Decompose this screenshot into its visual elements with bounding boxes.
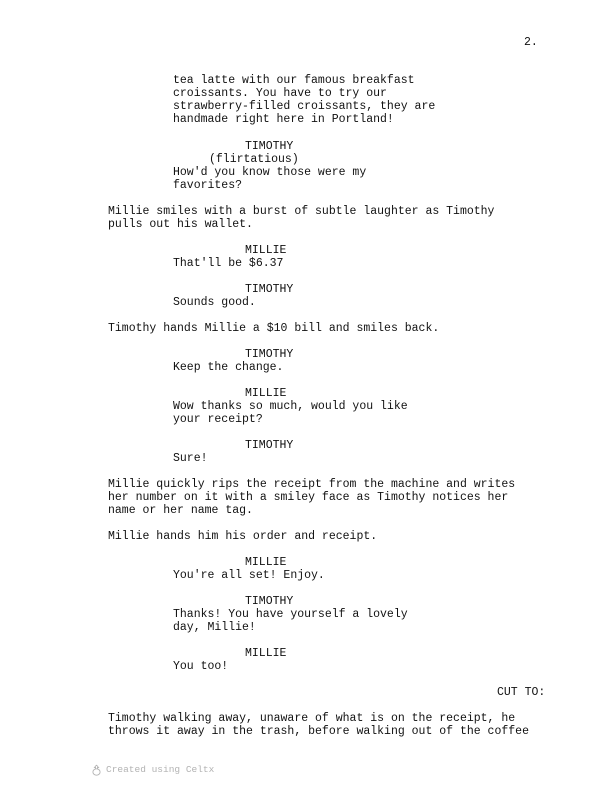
dialogue-block: How'd you know those were my favorites? — [173, 166, 367, 192]
character-name: TIMOTHY — [245, 439, 294, 452]
action-block: Timothy walking away, unaware of what is on the receipt, he throws it away in the trash, before walking out of the coffee — [108, 712, 529, 738]
transition: CUT TO: — [497, 686, 546, 699]
character-name: TIMOTHY — [245, 283, 294, 296]
dialogue-block: You're all set! Enjoy. — [173, 569, 325, 582]
character-name: MILLIE — [245, 387, 287, 400]
action-block: Millie smiles with a burst of subtle laughter as Timothy pulls out his wallet. — [108, 205, 495, 231]
parenthetical: (flirtatious) — [209, 153, 299, 166]
character-name: TIMOTHY — [245, 348, 294, 361]
footer-text: Created using Celtx — [106, 764, 215, 775]
dialogue-block: That'll be $6.37 — [173, 257, 284, 270]
dialogue-block: tea latte with our famous breakfast croissants. You have to try our strawberry-filled croissants, they are handmade right here in Portland! — [173, 74, 436, 126]
character-name: TIMOTHY — [245, 595, 294, 608]
dialogue-block: Wow thanks so much, would you like your receipt? — [173, 400, 408, 426]
dialogue-block: Sounds good. — [173, 296, 256, 309]
footer — [92, 763, 214, 776]
page-number: 2. — [524, 36, 538, 49]
celtx-logo-icon — [92, 764, 101, 776]
dialogue-block: You too! — [173, 660, 229, 673]
dialogue-block: Sure! — [173, 452, 208, 465]
character-name: TIMOTHY — [245, 140, 294, 153]
character-name: MILLIE — [245, 647, 287, 660]
character-name: MILLIE — [245, 556, 287, 569]
character-name: MILLIE — [245, 244, 287, 257]
action-block: Timothy hands Millie a $10 bill and smiles back. — [108, 322, 440, 335]
dialogue-block: Keep the change. — [173, 361, 284, 374]
action-block: Millie hands him his order and receipt. — [108, 530, 378, 543]
dialogue-block: Thanks! You have yourself a lovely day, Millie! — [173, 608, 408, 634]
action-block: Millie quickly rips the receipt from the machine and writes her number on it with a smiley face as Timothy notices her name or her name tag. — [108, 478, 516, 517]
